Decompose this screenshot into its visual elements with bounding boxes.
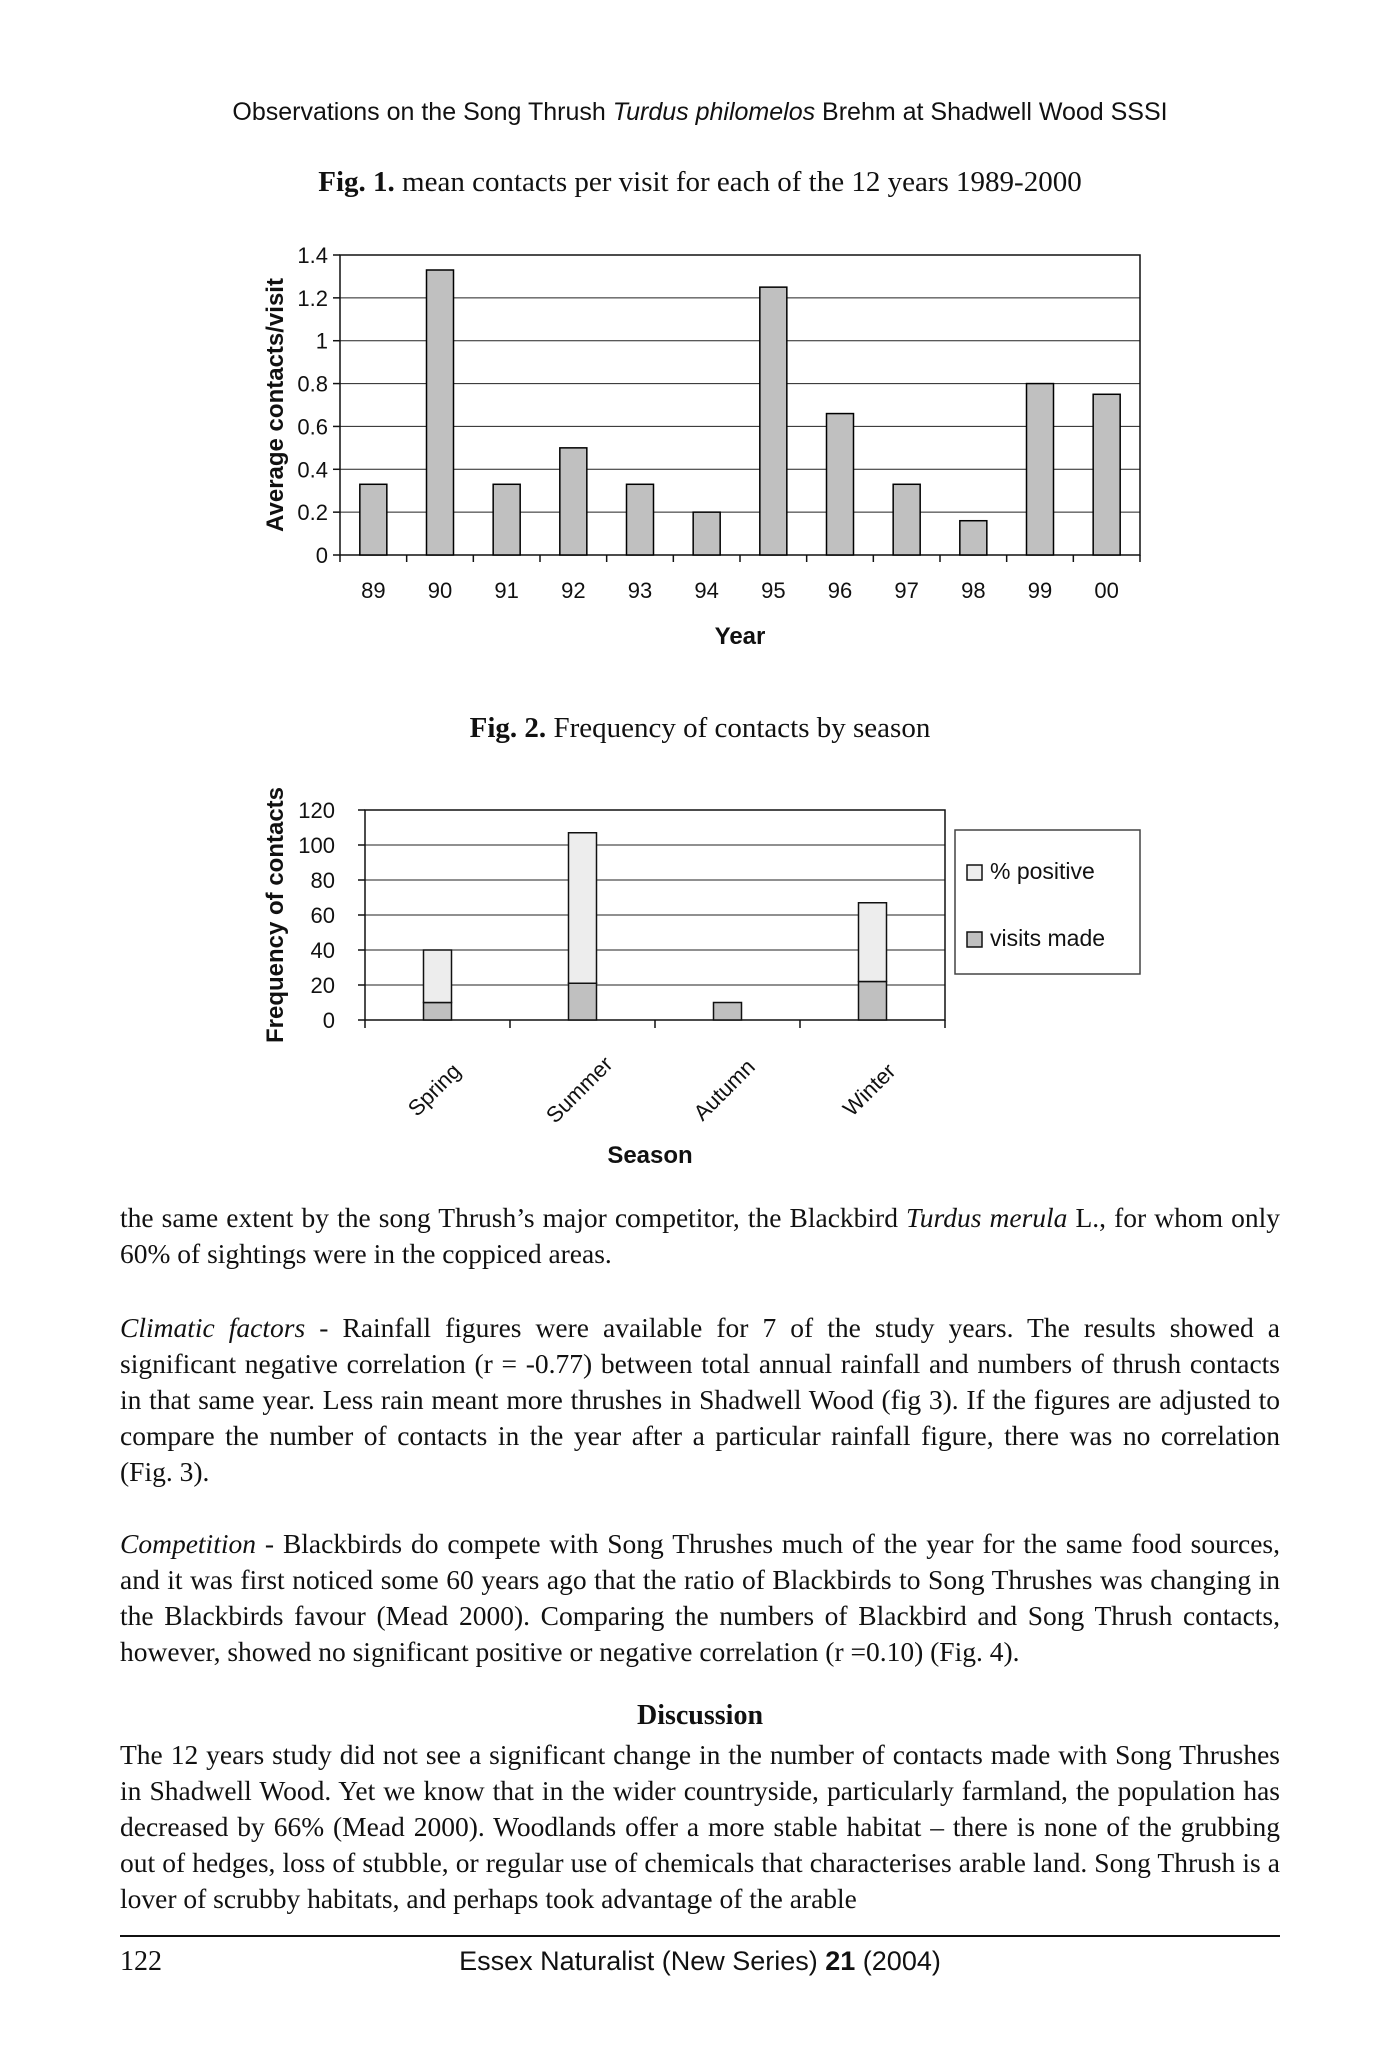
competition-heading: Competition xyxy=(120,1528,256,1559)
y-tick-label: 1 xyxy=(315,328,328,354)
figure-1-plot-frame xyxy=(340,255,1140,555)
figure-2-stacked-bar-chart xyxy=(240,780,1160,1180)
x-tick-label: 93 xyxy=(627,578,653,603)
figure-2-caption-text: Frequency of contacts by season xyxy=(546,712,931,744)
header-species-name: Turdus philomelos xyxy=(612,98,816,126)
legend-swatch-percent-positive xyxy=(967,865,982,880)
journal-volume: 21 xyxy=(825,1946,856,1976)
bar-95 xyxy=(760,287,787,555)
legend-swatch-visits-made xyxy=(967,932,982,947)
x-tick-label: Spring xyxy=(402,1058,466,1122)
footer-rule xyxy=(120,1935,1280,1937)
x-tick-label: 91 xyxy=(494,578,519,603)
y-tick-label: 0.6 xyxy=(297,414,328,440)
discussion-heading: Discussion xyxy=(636,1700,764,1731)
y-tick-label: 0.2 xyxy=(297,500,328,526)
paragraph-climatic-factors xyxy=(120,1310,1280,1490)
bar-autumn-series-0 xyxy=(714,1003,742,1021)
bar-spring-series-0 xyxy=(424,1003,452,1021)
y-tick-label: 0.8 xyxy=(297,371,328,397)
journal-year: (2004) xyxy=(855,1946,941,1976)
y-tick-label: 1.2 xyxy=(297,285,328,311)
x-tick-label: 90 xyxy=(427,578,453,603)
x-tick-label: 96 xyxy=(827,578,853,603)
header-text: Observations on the Song Thrush xyxy=(232,98,613,126)
bar-summer-series-0 xyxy=(569,983,597,1020)
bar-97 xyxy=(893,484,920,555)
figure-2-bars xyxy=(424,833,887,1020)
x-tick-label: 89 xyxy=(361,578,386,603)
bar-98 xyxy=(960,521,987,555)
x-tick-label: 00 xyxy=(1094,578,1119,603)
discussion-text: The 12 years study did not see a significant change in the number of contacts made with Song Thrushes in Shadwell Wood. Yet we know that in the wider countryside, particularly farmland, the population has decreased by 66% (Mead 2000). Woodlands offer a more stable habitat – there is none of the grubbing out of hedges, loss of stubble, or regular use of chemicals that characterises arable land. Song Thrush is a lover of scrubby habitats, and perhaps took advantage of the arable xyxy=(120,1739,1280,1914)
header-text-end: Brehm at Shadwell Wood SSSI xyxy=(815,98,1168,126)
journal-name: Essex Naturalist (New Series) xyxy=(459,1946,826,1976)
x-tick-label: 95 xyxy=(761,578,786,603)
page-number: 122 xyxy=(120,1946,162,1977)
climatic-factors-text: - Rainfall figures were available for 7 of the study years. The results showed a significant negative correlation (r = -0.77) between total annual rainfall and numbers of thrush contacts in that same year. Less rain meant more thrushes in Shadwell Wood (fig 3). If the figures are adjusted to compare the number of contacts in the year after a particular rainfall figure, there was no correlation (Fig. 3). xyxy=(120,1312,1280,1487)
y-tick-label: 80 xyxy=(310,868,335,893)
figure-2-label: Fig. 2. xyxy=(469,712,547,744)
y-tick-label: 0 xyxy=(322,1008,335,1033)
figure-1-caption xyxy=(0,166,1400,199)
bar-91 xyxy=(493,484,520,555)
running-header xyxy=(0,98,1400,127)
competition-text: - Blackbirds do compete with Song Thrushes much of the year for the same food sources, and it was first noticed some 60 years ago that the ratio of Blackbirds to Song Thrushes was changing in the Blackbirds favour (Mead 2000). Comparing the numbers of Blackbird and Song Thrush contacts, however, showed no significant positive or negative correlation (r =0.10) (Fig. 4). xyxy=(120,1528,1280,1667)
x-tick-label: 92 xyxy=(561,578,586,603)
bar-96 xyxy=(827,414,854,555)
paragraph-1-text: the same extent by the song Thrush’s major competitor, the Blackbird xyxy=(120,1202,907,1233)
figure-1-caption-text: mean contacts per visit for each of the 12 years 1989-2000 xyxy=(394,166,1082,198)
paragraph-1-text-end: L., for whom only 60% of sightings were in the coppiced areas. xyxy=(120,1202,1280,1269)
y-tick-label: 40 xyxy=(310,938,335,963)
y-tick-label: 60 xyxy=(310,903,335,928)
bar-94 xyxy=(693,512,720,555)
figure-2-caption xyxy=(0,712,1400,745)
bar-winter-series-0 xyxy=(859,982,887,1021)
bar-92 xyxy=(560,448,587,555)
bar-89 xyxy=(360,484,387,555)
figure-1-y-axis-label: Average contacts/visit xyxy=(262,278,289,532)
y-tick-label: 20 xyxy=(310,973,335,998)
bar-99 xyxy=(1027,384,1054,555)
paragraph-blackbird xyxy=(120,1200,1280,1272)
figure-2-x-axis-label: Season xyxy=(607,1142,693,1169)
x-tick-label: 97 xyxy=(894,578,919,603)
figure-2-y-axis-label: Frequency of contacts xyxy=(262,786,289,1044)
figure-1-bar-chart xyxy=(240,240,1160,660)
legend-label-percent-positive: % positive xyxy=(990,858,1095,884)
x-tick-label: 94 xyxy=(694,578,719,603)
y-tick-label: 1.4 xyxy=(297,243,328,268)
bar-spring-series-1 xyxy=(424,950,452,1003)
y-tick-label: 120 xyxy=(298,798,335,823)
bar-90 xyxy=(427,270,454,555)
paragraph-competition xyxy=(120,1526,1280,1670)
paragraph-discussion xyxy=(120,1737,1280,1917)
climatic-factors-heading: Climatic factors xyxy=(120,1312,306,1343)
paragraph-1-species: Turdus merula xyxy=(906,1202,1068,1233)
y-tick-label: 0.4 xyxy=(297,457,328,483)
legend-label-visits-made: visits made xyxy=(990,925,1106,951)
bar-00 xyxy=(1093,394,1120,555)
x-tick-label: 98 xyxy=(961,578,986,603)
y-tick-label: 0 xyxy=(315,543,328,568)
x-tick-label: Autumn xyxy=(688,1054,760,1126)
figure-1-x-axis-label: Year xyxy=(714,623,766,650)
x-tick-label: Winter xyxy=(837,1058,901,1122)
figure-1-label: Fig. 1. xyxy=(318,166,395,198)
x-tick-label: 99 xyxy=(1027,578,1053,603)
figure-1-gridlines xyxy=(340,255,1140,555)
x-tick-label: Summer xyxy=(540,1051,618,1128)
y-tick-label: 100 xyxy=(298,833,335,858)
journal-citation xyxy=(0,1946,1400,1977)
bar-summer-series-1 xyxy=(569,833,597,984)
figure-2-legend xyxy=(955,830,1140,974)
bar-93 xyxy=(627,484,654,555)
bar-winter-series-1 xyxy=(859,903,887,982)
legend-box xyxy=(955,830,1140,974)
figure-2-ticks xyxy=(298,798,945,1128)
